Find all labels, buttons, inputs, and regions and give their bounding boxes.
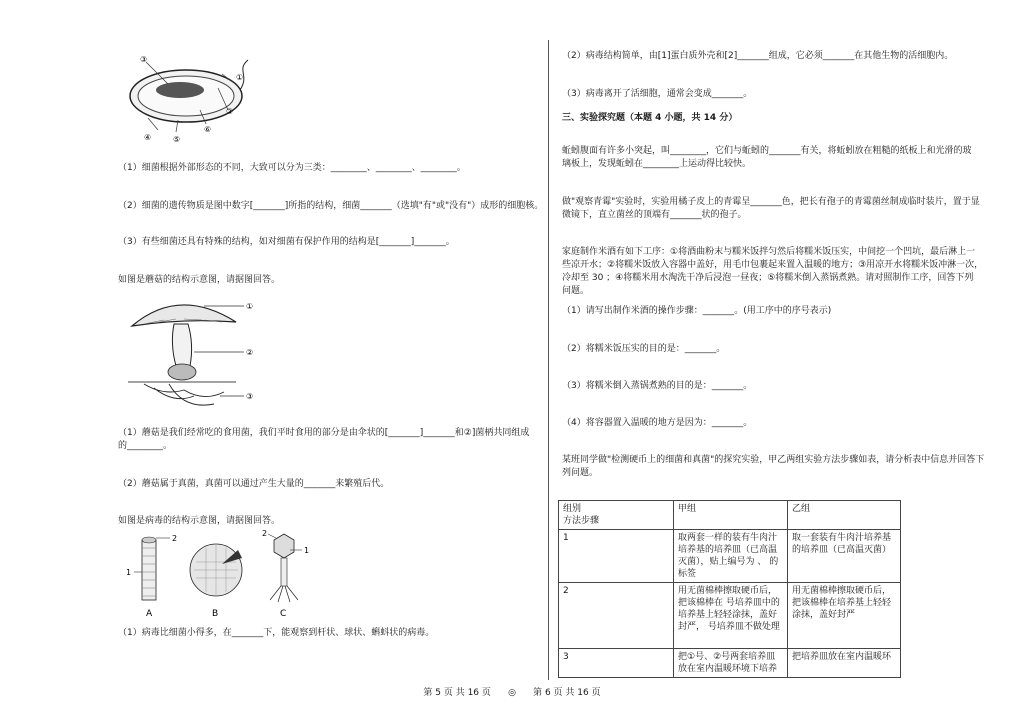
question-bacteria-1: （1）细菌根据外部形态的不同，大致可以分为三类：________、________、________。 (118, 163, 466, 173)
virus-a-rod (142, 540, 156, 600)
question-mold-b: 微镜下，直立菌丝的顶端有_______状的孢子。 (562, 210, 747, 220)
question-virus-3: （3）病毒离开了活细胞，通常会变成_______。 (562, 89, 753, 99)
question-wine-b: 些凉开水；②将糯米饭放入容器中盖好，用毛巾包裹起来置入温暖的地方；③用凉开水将糯米饭冲淋一次， (562, 260, 984, 270)
question-bacteria-2: （2）细菌的遗传物质是图中数字[_______]所指的结构，细菌_______（选填"有"或"没有"）成形的细胞核。 (118, 201, 544, 211)
table-cell-num: 1 (559, 530, 674, 583)
question-mushroom-1a: （1）蘑菇是我们经常吃的食用菌，我们平时食用的部分是由伞状的[_______]_______和②]菌柄共同组成 (118, 428, 530, 438)
table-cell-jia: 用无菌棉棒擦取硬币后，把该棉棒在 号培养皿中的培养基上轻轻涂抹，盖好封严， 号培养皿不做处理 (674, 583, 788, 649)
question-wine-a: 家庭制作米酒有如下工序：①将酒曲粉末与糯米饭拌匀然后将糯米饭压实，中间挖一个凹坑，最后淋上一 (562, 247, 976, 257)
experiment-table (558, 500, 901, 678)
header-group-label: 组别 (563, 504, 582, 514)
page-number-left: 第 5 页 共 16 页 (423, 688, 491, 698)
bacteria-label-6: ⑥ (204, 125, 212, 134)
virus-a-label-1: 1 (126, 568, 132, 577)
bacteria-label-1: ① (236, 73, 244, 82)
mushroom-cap (132, 305, 236, 326)
question-virus-2: （2）病毒结构简单，由[1]蛋白质外壳和[2]_______组成，它必须_______在其他生物的活细胞内。 (562, 51, 954, 61)
page-footer (0, 687, 1024, 700)
question-mold-a: 做"观察青霉"实验时，实验用橘子皮上的青霉呈_______色，把长有孢子的青霉菌丝制成临时装片，置于显 (562, 197, 980, 207)
column-divider (548, 40, 549, 680)
mushroom-diagram (124, 292, 264, 422)
bacteria-label-5: ⑤ (173, 135, 181, 144)
question-earthworm-b: 璃板上，发现蚯蚓在________上运动得比较快。 (562, 159, 752, 169)
question-mushroom-1b: 的________。 (118, 441, 173, 451)
table-cell-jia: 取两套一样的装有牛肉汁培养基的培养皿（已高温灭菌），贴上编号为 、 的标签 (674, 530, 788, 583)
table-cell-yi: 把培养皿放在室内温暖环 (788, 649, 901, 678)
question-bacteria-3: （3）有些细菌还具有特殊的结构，如对细菌有保护作用的结构是[_______]_______。 (118, 237, 455, 247)
question-virus-1: （1）病毒比细菌小得多，在_______下，能观察到杆状、球状、蝌蚪状的病毒。 (118, 628, 435, 638)
question-mushroom-2: （2）蘑菇属于真菌，真菌可以通过产生大量的_______来繁殖后代。 (118, 479, 390, 489)
table-cell-yi: 用无菌棉棒擦取硬币后，把该棉棒在培养基上轻轻涂抹，盖好封严 (788, 583, 901, 649)
question-coin-b: 列问题。 (562, 468, 599, 478)
mushroom-label-2: ② (246, 348, 254, 357)
virus-a-label-2: 2 (172, 534, 178, 543)
table-header-group (559, 501, 674, 530)
table-header-jia: 甲组 (674, 501, 788, 530)
table-cell-num: 3 (559, 649, 674, 678)
table-row (559, 530, 901, 583)
table-header-yi: 乙组 (788, 501, 901, 530)
question-wine-1: （1）请写出制作米酒的操作步骤：_______。(用工序中的序号表示) (562, 306, 832, 316)
virus-c-label-1: 1 (304, 546, 310, 555)
virus-diagram (118, 528, 318, 622)
virus-c-head (274, 534, 294, 558)
question-wine-c: 冷却至 30 ；④将糯米用水淘洗干净后浸泡一昼夜；⑤将糯米倒入蒸锅煮熟。请对照制作工序，回答下列 (562, 273, 974, 283)
bacteria-label-4: ④ (144, 133, 152, 142)
table-cell-jia: 把①号、②号两套培养皿放在室内温暖环境下培养 (674, 649, 788, 678)
table-row (559, 583, 901, 649)
mushroom-label-3: ③ (246, 392, 254, 401)
mushroom-stalk (172, 324, 191, 366)
virus-caption-c: C (280, 609, 287, 619)
bacteria-label-2: ② (226, 107, 234, 116)
mushroom-intro: 如图是蘑菇的结构示意图，请据图回答。 (118, 275, 281, 285)
mushroom-hyphae (144, 384, 224, 405)
virus-caption-b: B (212, 609, 219, 619)
bacteria-dna (156, 82, 204, 98)
page-number-right: 第 6 页 共 16 页 (533, 688, 601, 698)
virus-intro: 如图是病毒的结构示意图，请据图回答。 (118, 516, 281, 526)
footer-separator: ◎ (508, 688, 516, 698)
bacteria-label-3: ③ (140, 55, 148, 64)
virus-c-label-2: 2 (262, 529, 268, 538)
question-wine-2: （2）将糯米饭压实的目的是：_______。 (562, 344, 726, 354)
section-title: 三、实验探究题（本题 4 小题，共 14 分） (562, 113, 738, 123)
mushroom-label-1: ① (246, 302, 254, 311)
virus-caption-a: A (146, 609, 153, 619)
table-cell-num: 2 (559, 583, 674, 649)
question-coin-a: 某班同学做"检测硬币上的细菌和真菌"的探究实验，甲乙两组实验方法步骤如表，请分析表中信息并回答下 (562, 455, 985, 465)
question-wine-3: （3）将糯米倒入蒸锅煮熟的目的是：_______。 (562, 381, 753, 391)
table-header-row (559, 501, 901, 530)
table-cell-yi: 取一套装有牛肉汁培养基的培养皿（已高温灭菌） (788, 530, 901, 583)
question-earthworm-a: 蚯蚓腹面有许多小突起，叫________，它们与蚯蚓的_______有关，将蚯蚓放在粗糙的纸板上和光滑的玻 (562, 146, 972, 156)
bacteria-diagram (118, 50, 258, 145)
table-row (559, 649, 901, 678)
question-wine-d: 问题。 (562, 286, 590, 296)
header-steps-label: 方法步骤 (563, 516, 600, 526)
virus-c-tail (281, 558, 287, 586)
question-wine-4: （4）将容器置入温暖的地方是因为：_______。 (562, 418, 753, 428)
